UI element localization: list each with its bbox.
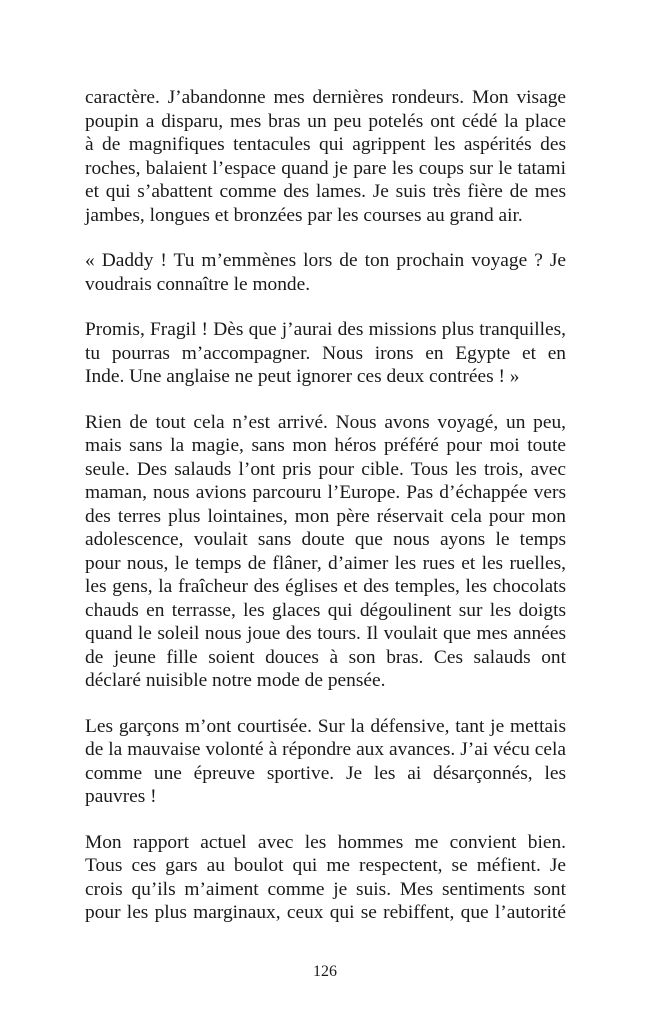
text-line: mais sans la magie, sans mon héros préféré pour moi toute bbox=[85, 435, 566, 456]
text-line: roches, balaient l’espace quand je pare les coups sur le tatami bbox=[85, 157, 566, 179]
text-line: adolescence, voulait sans doute que nous ayons le temps bbox=[85, 529, 566, 550]
text-line: de jeune fille soient douces à son bras. Ces salauds ont bbox=[85, 646, 566, 668]
text-line: quand le soleil nous joue des tours. Il voulait que mes années bbox=[85, 623, 566, 644]
text-line: Rien de tout cela n’est arrivé. Nous avons voyagé, un peu, bbox=[85, 411, 566, 433]
text-line: des terres plus lointaines, mon père réservait cela pour mon bbox=[85, 505, 566, 527]
text-line: et qui s’abattent comme des lames. Je suis très fière de mes bbox=[85, 181, 566, 202]
text-line: seule. Des salauds l’ont pris pour cible. Tous les trois, avec bbox=[85, 458, 566, 480]
text-line: tu pourras m’accompagner. Nous irons en Egypte et en bbox=[85, 342, 566, 364]
text-line: poupin a disparu, mes bras un peu potelés ont cédé la place bbox=[85, 110, 566, 132]
text-line: pour les plus marginaux, ceux qui se rebiffent, que l’autorité bbox=[85, 902, 566, 923]
text-line: Promis, Fragil ! Dès que j’aurai des missions plus tranquilles, bbox=[85, 319, 566, 340]
text-line: les gens, la fraîcheur des églises et des temples, les chocolats bbox=[85, 576, 566, 597]
text-line: Inde. Une anglaise ne peut ignorer ces deux contrées ! » bbox=[85, 366, 520, 387]
paragraph bbox=[85, 411, 566, 693]
paragraph bbox=[85, 249, 566, 296]
text-line: voudrais connaître le monde. bbox=[85, 273, 311, 295]
text-line: pour nous, le temps de flâner, d’aimer les rues et les ruelles, bbox=[85, 552, 566, 574]
text-line: Mon rapport actuel avec les hommes me convient bien. bbox=[85, 831, 566, 853]
text-line: Les garçons m’ont courtisée. Sur la défensive, tant je mettais bbox=[85, 715, 566, 737]
text-line: « Daddy ! Tu m’emmènes lors de ton prochain voyage ? Je bbox=[85, 250, 566, 271]
text-line: caractère. J’abandonne mes dernières rondeurs. Mon visage bbox=[85, 87, 566, 108]
text-line: chauds en terrasse, les glaces qui dégoulinent sur les doigts bbox=[85, 599, 566, 621]
text-line: maman, nous avions parcouru l’Europe. Pas d’échappée vers bbox=[85, 482, 566, 503]
paragraph bbox=[85, 318, 566, 389]
paragraph bbox=[85, 715, 566, 809]
page-body bbox=[85, 86, 566, 947]
text-line: pauvres ! bbox=[85, 786, 157, 807]
paragraph bbox=[85, 86, 566, 227]
paragraph bbox=[85, 831, 566, 925]
text-line: crois qu’ils m’aiment comme je suis. Mes sentiments sont bbox=[85, 878, 566, 900]
text-line: jambes, longues et bronzées par les courses au grand air. bbox=[85, 204, 523, 226]
text-line: à de magnifiques tentacules qui agrippent les aspérités des bbox=[85, 134, 566, 155]
text-line: Tous ces gars au boulot qui me respectent, se méfient. Je bbox=[85, 855, 566, 876]
text-line: de la mauvaise volonté à répondre aux avances. J’ai vécu cela bbox=[85, 739, 566, 760]
text-line: comme une épreuve sportive. Je les ai désarçonnés, les bbox=[85, 762, 566, 784]
page-number: 126 bbox=[313, 963, 337, 980]
text-line: déclaré nuisible notre mode de pensée. bbox=[85, 670, 386, 691]
